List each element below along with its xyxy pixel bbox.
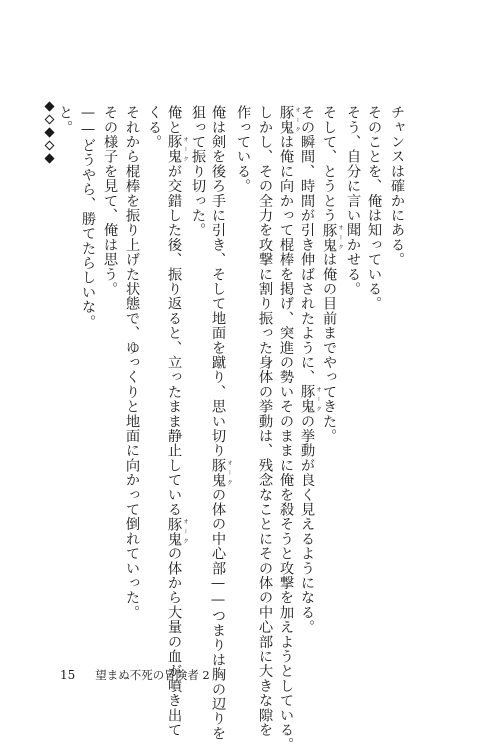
text-segment: しかし、その全力を攻撃に割り振った身体の挙動は、残念なことにその体の中心部に大きな隙を: [257, 105, 273, 738]
text-segment: その様子を見て、俺は思う。: [102, 105, 118, 297]
text-column: [164, 105, 188, 737]
page-footer: [60, 667, 210, 683]
filled-diamond-icon: [44, 102, 54, 112]
text-segment: 俺は剣を後ろ手に引き、そして地面を蹴り、思い切り: [210, 105, 226, 458]
filled-diamond-icon: [44, 128, 54, 138]
section-separator: [42, 100, 56, 165]
text-segment: ——どうやら、勝てたらしいな。: [80, 105, 96, 329]
ruby-word: 豚鬼 オーク: [166, 516, 188, 547]
text-column: [297, 105, 321, 634]
hollow-diamond-icon: [44, 115, 54, 125]
text-segment: が交錯した後、振り返ると、立ったまま静止している: [166, 163, 182, 517]
text-segment: は俺に向かって棍棒を掲げ、突進の勢いそのままに俺を殺そうと攻撃を加えようとしている。: [278, 134, 294, 752]
text-segment: の挙動が良く見えるようになる。: [299, 413, 315, 635]
text-segment: くる。: [146, 105, 162, 150]
ruby-word: 豚鬼 オーク: [278, 105, 300, 135]
ruby-word: 豚鬼 オーク: [210, 457, 232, 488]
text-column: [142, 105, 166, 149]
text-column: [341, 105, 365, 296]
filled-diamond-icon: [44, 154, 54, 164]
text-column: [276, 105, 300, 752]
text-segment: 作っている。: [235, 105, 251, 194]
text-column: [362, 105, 386, 311]
ruby-word: 豚鬼 オーク: [321, 222, 343, 253]
text-column: [208, 105, 232, 741]
text-segment: と。: [57, 105, 73, 135]
text-segment: そう、自分に言い聞かせる。: [345, 105, 361, 297]
text-column: [186, 105, 210, 237]
page-number: 15: [60, 668, 76, 682]
book-title: 望まぬ不死の冒険者 2: [95, 668, 210, 682]
text-column: [98, 105, 122, 296]
text-column: [76, 105, 100, 329]
text-segment: は俺の目前までやってきた。: [321, 252, 337, 444]
ruby-word: 豚鬼 オーク: [166, 134, 188, 164]
text-segment: 俺と: [166, 105, 182, 135]
text-segment: それから棍棒を振り上げた状態で、ゆっくりと地面に向かって倒れていった。: [124, 105, 140, 620]
text-segment: その瞬間、時間が引き伸ばされたように、: [299, 105, 315, 385]
text-segment: そして、とうとう: [321, 105, 337, 223]
text-segment: そのことを、俺は知っている。: [366, 105, 382, 311]
text-segment: の体から大量の血が噴き出て: [166, 546, 182, 738]
text-column: [319, 105, 343, 443]
text-column: [385, 105, 409, 267]
text-column: [53, 105, 77, 134]
ruby-word: 豚鬼 オーク: [299, 384, 321, 414]
hollow-diamond-icon: [44, 141, 54, 151]
text-segment: の体の中心部——つまりは胸の辺りを: [210, 487, 226, 741]
text-segment: チャンスは確かにある。: [389, 105, 405, 267]
text-column: [120, 105, 144, 620]
text-column: [253, 105, 277, 737]
text-segment: 狙って振り切った。: [190, 105, 206, 238]
text-column: [231, 105, 255, 193]
